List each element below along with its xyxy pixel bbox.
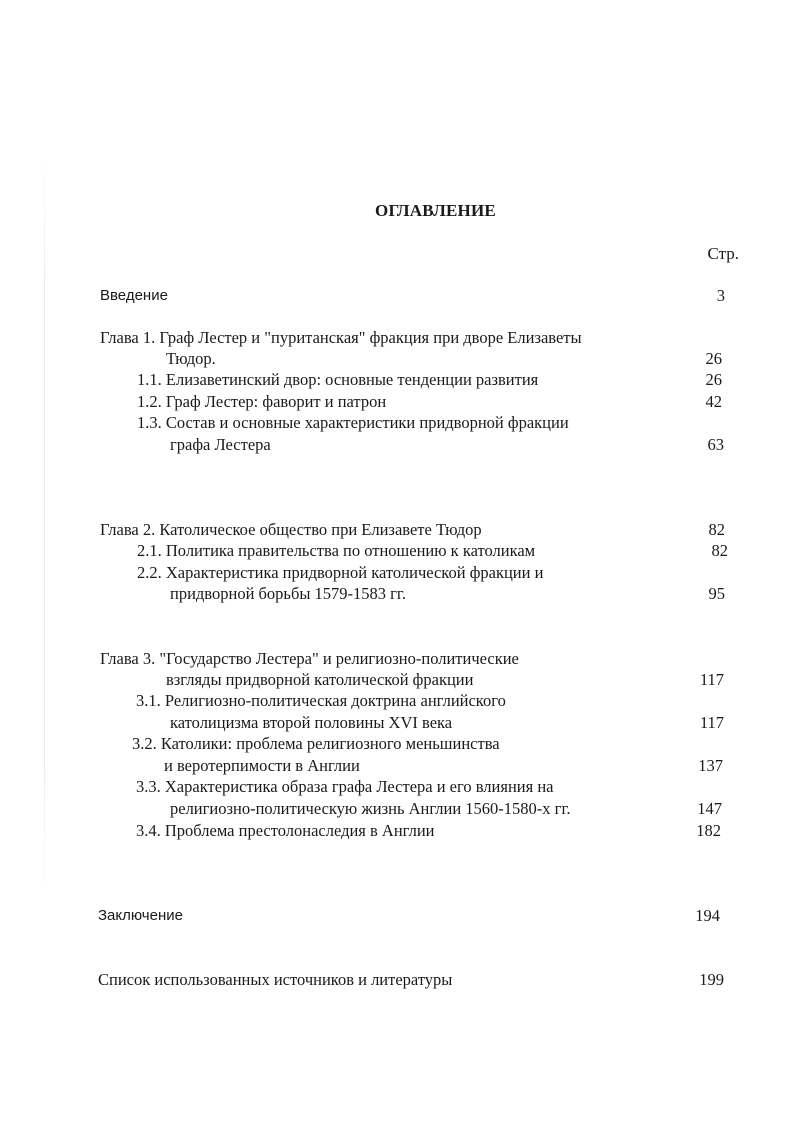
toc-section-1-1[interactable] [0, 369, 793, 391]
toc-section-3-3-line-2[interactable] [0, 798, 793, 820]
toc-entry-page: 137 [698, 756, 723, 775]
toc-entry-label: Глава 1. Граф Лестер и "пуританская" фракция при дворе Елизаветы [100, 328, 582, 347]
toc-entry-label: Глава 3. "Государство Лестера" и религиозно-политические [100, 649, 519, 668]
toc-entry-page: 42 [705, 392, 722, 411]
toc-entry-label: 3.2. Католики: проблема религиозного меньшинства [132, 734, 500, 753]
toc-entry-page: 26 [705, 370, 722, 389]
toc-entry-page: 26 [705, 349, 722, 368]
toc-entry-page: 82 [711, 541, 728, 560]
toc-entry-label: 1.2. Граф Лестер: фаворит и патрон [137, 392, 387, 411]
page-title: ОГЛАВЛЕНИЕ [375, 201, 496, 220]
toc-entry-label: 1.1. Елизаветинский двор: основные тенденции развития [137, 370, 539, 389]
toc-entry-label: религиозно-политическую жизнь Англии 1560-1580-х гг. [170, 799, 571, 818]
toc-entry-label: 3.3. Характеристика образа графа Лестера и его влияния на [136, 777, 554, 796]
page-column-header: Стр. [707, 244, 739, 263]
toc-entry-label: Заключение [98, 907, 183, 924]
toc-section-1-3-line-1[interactable] [0, 412, 793, 434]
toc-entry-sources[interactable] [0, 969, 793, 991]
toc-entry-label: графа Лестера [170, 435, 271, 454]
toc-chapter-3-line-1[interactable] [0, 648, 793, 670]
toc-section-1-3-line-2[interactable] [0, 434, 793, 456]
toc-entry-label: 2.2. Характеристика придворной католической фракции и [137, 563, 544, 582]
toc-entry-label: 3.1. Религиозно-политическая доктрина английского [136, 691, 506, 710]
toc-chapter-3-line-2[interactable] [0, 669, 793, 691]
toc-entry-page: 117 [699, 670, 724, 689]
toc-section-1-2[interactable] [0, 391, 793, 413]
toc-entry-page: 117 [699, 713, 724, 732]
toc-entry-label: 2.1. Политика правительства по отношению к католикам [137, 541, 536, 560]
toc-entry-page: 194 [695, 906, 720, 925]
toc-entry-page: 3 [716, 286, 725, 305]
toc-entry-label: Введение [100, 287, 168, 304]
toc-entry-page: 63 [707, 435, 724, 454]
toc-entry-page: 182 [696, 821, 721, 840]
toc-entry-page: 147 [697, 799, 722, 818]
toc-entry-label: Глава 2. Католическое общество при Елизавете Тюдор [100, 520, 482, 539]
toc-entry-label: католицизма второй половины XVI века [170, 713, 453, 732]
toc-chapter-1-line-1[interactable] [0, 327, 793, 349]
toc-entry-label: 1.3. Состав и основные характеристики придворной фракции [137, 413, 569, 432]
toc-entry-label: Список использованных источников и литературы [98, 970, 453, 989]
toc-section-3-1-line-1[interactable] [0, 690, 793, 712]
toc-section-3-4[interactable] [0, 820, 793, 842]
toc-section-3-2-line-1[interactable] [0, 733, 793, 755]
toc-section-3-2-line-2[interactable] [0, 755, 793, 777]
toc-entry-intro[interactable] [0, 285, 793, 307]
toc-section-2-2-line-2[interactable] [0, 583, 793, 605]
toc-entry-page: 95 [708, 584, 725, 603]
toc-entry-page: 82 [708, 520, 725, 539]
toc-entry-label: 3.4. Проблема престолонаследия в Англии [136, 821, 435, 840]
toc-section-2-1[interactable] [0, 540, 793, 562]
toc-section-3-1-line-2[interactable] [0, 712, 793, 734]
toc-entry-label: Тюдор. [166, 349, 216, 368]
toc-entry-conclusion[interactable] [0, 905, 793, 927]
toc-section-3-3-line-1[interactable] [0, 776, 793, 798]
toc-entry-label: и веротерпимости в Англии [164, 756, 360, 775]
toc-entry-page: 199 [699, 970, 724, 989]
toc-entry-label: взгляды придворной католической фракции [166, 670, 474, 689]
toc-section-2-2-line-1[interactable] [0, 562, 793, 584]
toc-entry-label: придворной борьбы 1579-1583 гг. [170, 584, 406, 603]
toc-chapter-2[interactable] [0, 519, 793, 541]
toc-chapter-1-line-2[interactable] [0, 348, 793, 370]
